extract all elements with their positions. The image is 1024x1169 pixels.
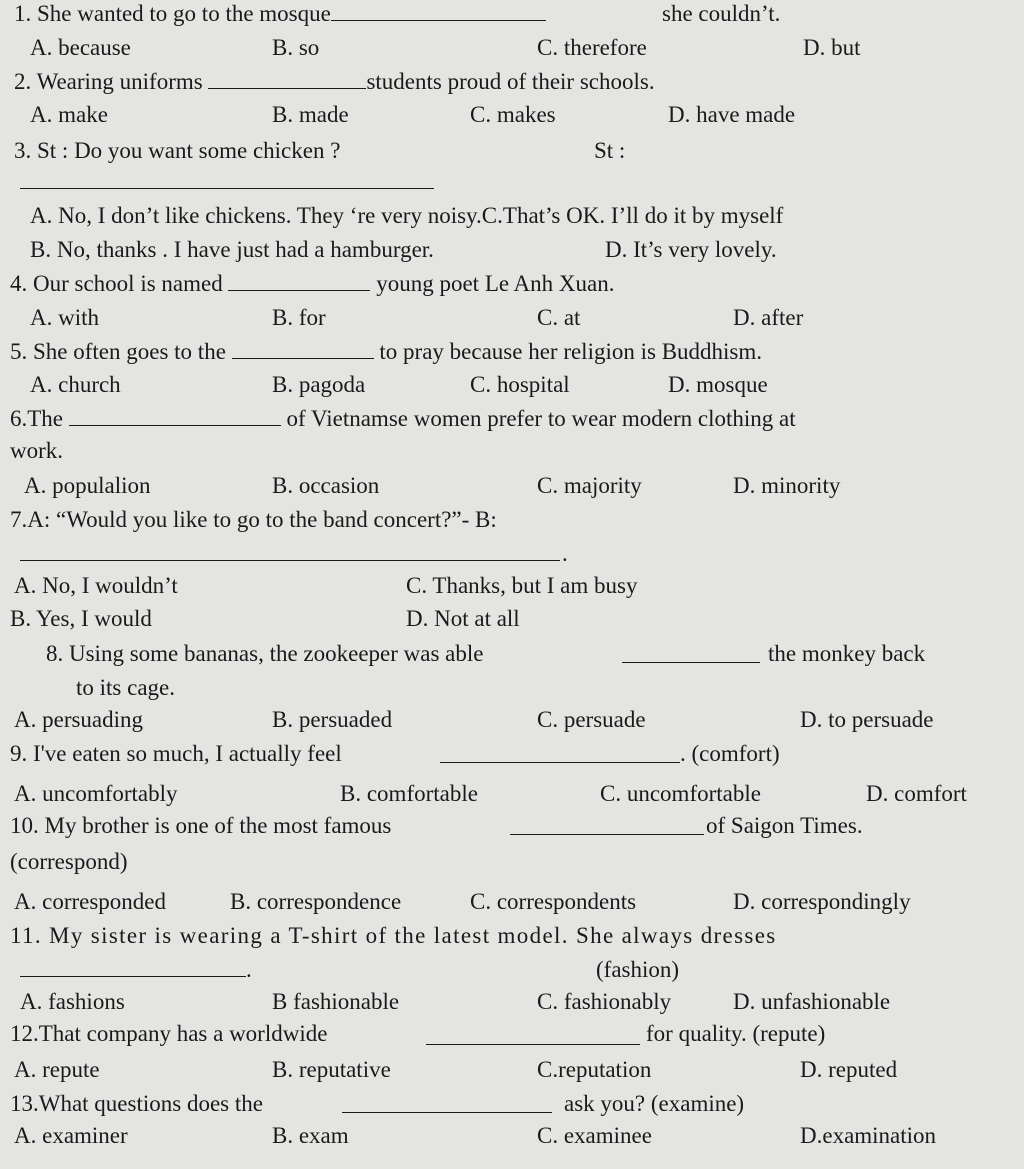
option-b: B. exam	[272, 1123, 349, 1148]
option-b: B. reputative	[272, 1057, 391, 1082]
question-10-hint: (correspond)	[10, 849, 128, 874]
option-a: A. because	[30, 35, 131, 60]
question-1-stem: 1. She wanted to go to the mosque	[14, 1, 331, 26]
option-b: B. for	[272, 305, 326, 330]
option-b: B fashionable	[272, 989, 400, 1014]
question-4-tail: young poet Le Anh Xuan.	[376, 271, 615, 296]
option-d: D. after	[733, 305, 804, 330]
question-2-tail: students proud of their schools.	[366, 69, 655, 94]
question-1-tail: she couldn’t.	[662, 1, 781, 26]
answer-blank	[342, 1112, 552, 1113]
question-6	[10, 405, 796, 433]
question-11-hint: (fashion)	[596, 957, 680, 982]
question-10: 10. My brother is one of the most famous	[10, 813, 392, 838]
question-13-tail: ask you? (examine)	[564, 1091, 745, 1116]
option-d: D.examination	[800, 1123, 937, 1148]
question-11: 11. My sister is wearing a T-shirt of the latest model. She always dresses	[10, 923, 777, 948]
question-7-tail: .	[562, 541, 568, 566]
question-1	[14, 0, 546, 28]
option-b: B. comfortable	[340, 781, 478, 806]
question-10-tail: of Saigon Times.	[706, 813, 863, 838]
option-c: C. hospital	[470, 372, 570, 397]
option-c: C. uncomfortable	[600, 781, 761, 806]
option-d: D. correspondingly	[733, 889, 911, 914]
option-a: A. corresponded	[14, 889, 167, 914]
option-a: A. persuading	[14, 707, 144, 732]
answer-blank	[69, 405, 281, 426]
question-5-tail: to pray because her religion is Buddhism.	[379, 339, 763, 364]
option-b: B. made	[272, 102, 349, 127]
option-c: C. therefore	[537, 35, 647, 60]
option-c: C. fashionably	[537, 989, 672, 1014]
answer-blank	[440, 762, 680, 763]
answer-blank	[20, 976, 246, 977]
question-2-stem: 2. Wearing uniforms	[14, 69, 203, 94]
answer-blank	[622, 662, 760, 663]
option-a: A. church	[30, 372, 121, 397]
question-6-continued: work.	[10, 438, 64, 463]
question-8-continued: to its cage.	[76, 675, 175, 700]
option-a: A. uncomfortably	[14, 781, 178, 806]
question-5-stem: 5. She often goes to the	[10, 339, 226, 364]
question-6-tail: of Vietnamse women prefer to wear modern clothing at	[286, 406, 796, 431]
option-b: B. No, thanks . I have just had a hamburger.	[30, 237, 434, 262]
question-12: 12.That company has a worldwide	[10, 1021, 328, 1046]
option-a-c: A. No, I don’t like chickens. They ‘re very noisy.C.That’s OK. I’ll do it by myself	[30, 203, 784, 228]
option-b: B. correspondence	[230, 889, 402, 914]
option-c: C. makes	[470, 102, 556, 127]
option-a: A. make	[30, 102, 108, 127]
question-4	[10, 270, 614, 298]
option-d: D. to persuade	[800, 707, 934, 732]
question-8: 8. Using some bananas, the zookeeper was able	[46, 641, 484, 666]
option-b: B. Yes, I would	[10, 606, 152, 631]
question-9: 9. I've eaten so much, I actually feel	[10, 741, 342, 766]
option-c: C. examinee	[537, 1123, 652, 1148]
option-d: D. Not at all	[406, 606, 520, 631]
option-d: D. comfort	[866, 781, 967, 806]
option-c: C. Thanks, but I am busy	[406, 573, 638, 598]
question-9-tail: . (comfort)	[680, 741, 780, 766]
answer-blank	[20, 188, 434, 189]
answer-blank	[426, 1044, 640, 1045]
option-c: C. correspondents	[470, 889, 637, 914]
option-c: C. at	[537, 305, 581, 330]
option-c: C.reputation	[537, 1057, 652, 1082]
option-a: A. repute	[14, 1057, 100, 1082]
answer-blank	[510, 834, 704, 835]
option-c: C. persuade	[537, 707, 646, 732]
question-5	[10, 338, 762, 366]
question-4-stem: 4. Our school is named	[10, 271, 223, 296]
question-13: 13.What questions does the	[10, 1091, 263, 1116]
option-d: D. It’s very lovely.	[605, 237, 777, 262]
option-d: D. unfashionable	[733, 989, 891, 1014]
option-a: A. examiner	[14, 1123, 128, 1148]
option-d: D. reputed	[800, 1057, 898, 1082]
option-a: A. with	[30, 305, 99, 330]
option-d: D. but	[803, 35, 861, 60]
question-11-tail: .	[246, 957, 252, 982]
question-3-tail: St :	[594, 138, 626, 163]
answer-blank	[232, 338, 374, 359]
option-a: A. fashions	[20, 989, 125, 1014]
question-6-stem: 6.The	[10, 406, 64, 431]
option-c: C. majority	[537, 473, 642, 498]
answer-blank	[331, 0, 546, 21]
option-b: B. pagoda	[272, 372, 366, 397]
answer-blank	[228, 270, 370, 291]
answer-blank	[208, 68, 366, 89]
option-d: D. minority	[733, 473, 841, 498]
option-a: A. No, I wouldn’t	[14, 573, 178, 598]
option-a: A. populalion	[24, 473, 151, 498]
question-3: 3. St : Do you want some chicken ?	[14, 138, 341, 163]
answer-blank	[20, 560, 560, 561]
option-b: B. persuaded	[272, 707, 393, 732]
question-7: 7.A: “Would you like to go to the band concert?”- B:	[10, 507, 497, 532]
option-d: D. have made	[668, 102, 796, 127]
option-d: D. mosque	[668, 372, 768, 397]
option-b: B. so	[272, 35, 320, 60]
option-b: B. occasion	[272, 473, 380, 498]
question-12-tail: for quality. (repute)	[646, 1021, 826, 1046]
question-8-tail: the monkey back	[768, 641, 926, 666]
question-2	[14, 68, 655, 96]
